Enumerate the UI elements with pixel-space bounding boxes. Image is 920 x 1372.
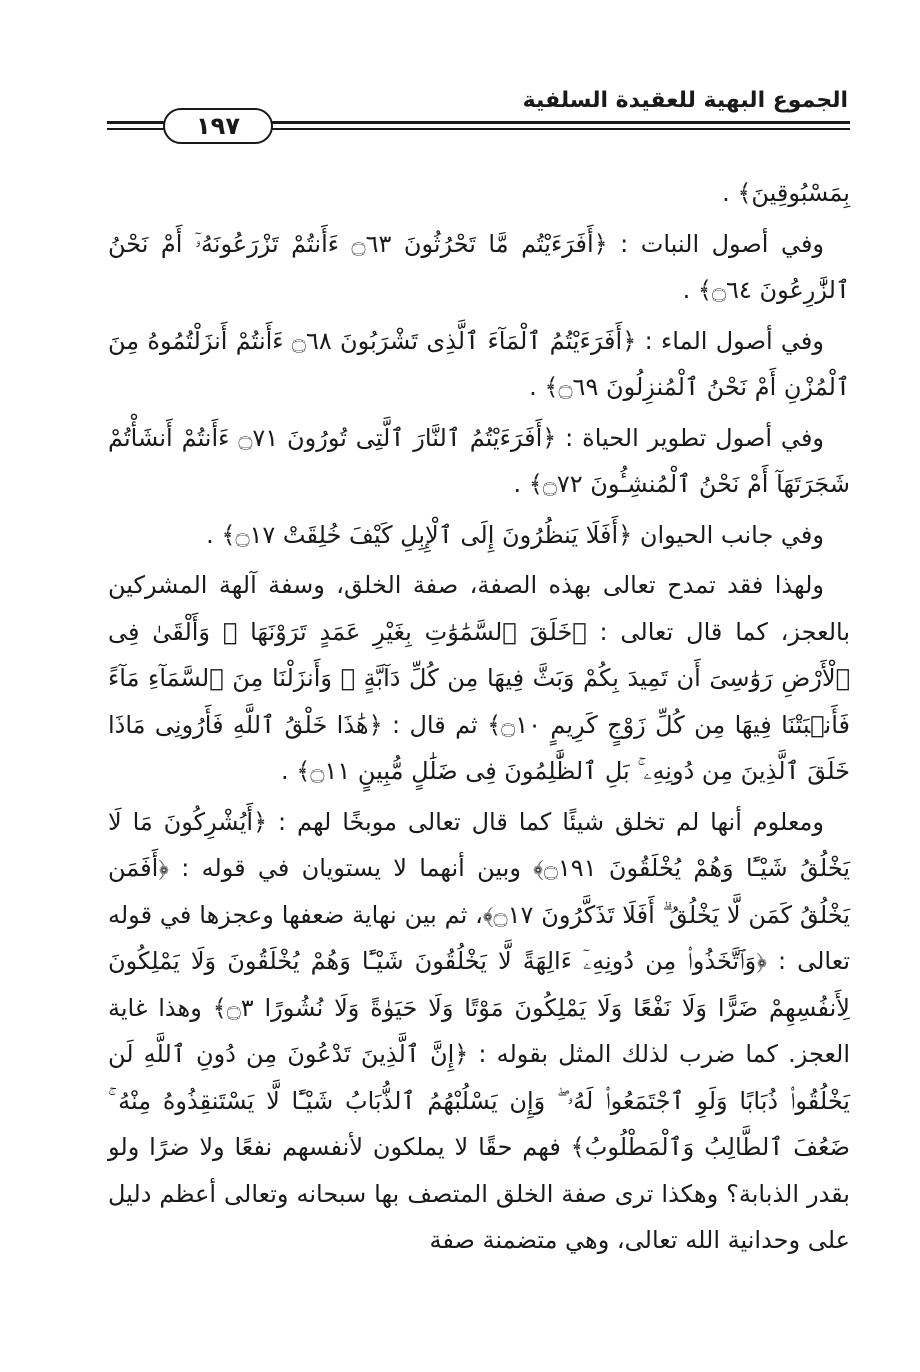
paragraph: وفي أصول النبات : ﴿أَفَرَءَيْتُم مَّا تَحْرُثُونَ ۝٦٣ ءَأَنتُمْ تَزْرَعُونَهُۥٓ أَمْ نَحْنُ ٱلزَّٰرِعُونَ ۝٦٤﴾ .: [108, 229, 850, 304]
body-text: [108, 170, 850, 1268]
paragraph: ومعلوم أنها لم تخلق شيئًا كما قال تعالى موبخًا لهم : ﴿أَيُشْرِكُونَ مَا لَا يَخْلُقُ شَيْـًٔا وَهُمْ يُخْلَقُونَ ۝١٩١﴾ وبين أنهما لا يستويان في قوله : ﴿أَفَمَن يَخْلُقُ كَمَن لَّا يَخْلُقُ ۗ أَفَلَا تَذَكَّرُونَ ۝١٧﴾، ثم بين نهاية ضعفها وعجزها في قوله تعالى : ﴿وَٱتَّخَذُوا۟ مِن دُونِهِۦٓ ءَالِهَةً لَّا يَخْلُقُونَ شَيْـًٔا وَهُمْ يُخْلَقُونَ وَلَا يَمْلِكُونَ لِأَنفُسِهِمْ ضَرًّا وَلَا نَفْعًا وَلَا يَمْلِكُونَ مَوْتًا وَلَا حَيَوٰةً وَلَا نُشُورًا ۝٣﴾ وهذا غاية العجز. كما ضرب لذلك المثل بقوله : ﴿إِنَّ ٱلَّذِينَ تَدْعُونَ مِن دُونِ ٱللَّهِ لَن يَخْلُقُوا۟ ذُبَابًا وَلَوِ ٱجْتَمَعُوا۟ لَهُۥ ۖ وَإِن يَسْلُبْهُمُ ٱلذُّبَابُ شَيْـًٔا لَّا يَسْتَنقِذُوهُ مِنْهُ ۚ ضَعُفَ ٱلطَّالِبُ وَٱلْمَطْلُوبُ﴾ فهم حقًا لا يملكون لأنفسهم نفعًا ولا ضرًا ولو بقدر الذبابة؟ وهكذا ترى صفة الخلق المتصف بها سبحانه وتعالى أعظم دليل على وحدانية الله تعالى، وهي متضمنة صفة: [108, 807, 851, 1254]
paragraph: ولهذا فقد تمدح تعالى بهذه الصفة، صفة الخلق، وسفة آلهة المشركين بالعجز، كما قال تعالى : ﴿خَلَقَ ٱلسَّمَٰوَٰتِ بِغَيْرِ عَمَدٍ تَرَوْنَهَا ۖ وَأَلْقَىٰ فِى ٱلْأَرْضِ رَوَٰسِىَ أَن تَمِيدَ بِكُمْ وَبَثَّ فِيهَا مِن كُلِّ دَآبَّةٍ ۚ وَأَنزَلْنَا مِنَ ٱلسَّمَآءِ مَآءً فَأَنۢبَتْنَا فِيهَا مِن كُلِّ زَوْجٍ كَرِيمٍ ۝١٠﴾ ثم قال : ﴿هَٰذَا خَلْقُ ٱللَّهِ فَأَرُونِى مَاذَا خَلَقَ ٱلَّذِينَ مِن دُونِهِۦ ۚ بَلِ ٱلظَّٰلِمُونَ فِى ضَلَٰلٍ مُّبِينٍ ۝١١﴾ .: [108, 571, 850, 785]
paragraph: بِمَسْبُوقِينَ﴾ .: [722, 179, 850, 207]
page-number: ١٩٧: [163, 108, 273, 144]
paragraph: وفي جانب الحيوان ﴿أَفَلَا يَنظُرُونَ إِلَى ٱلْإِبِلِ كَيْفَ خُلِقَتْ ۝١٧﴾ .: [206, 520, 824, 549]
paragraph: وفي أصول الماء : ﴿أَفَرَءَيْتُمُ ٱلْمَآءَ ٱلَّذِى تَشْرَبُونَ ۝٦٨ ءَأَنتُمْ أَنزَلْتُمُوهُ مِنَ ٱلْمُزْنِ أَمْ نَحْنُ ٱلْمُنزِلُونَ ۝٦٩﴾ .: [108, 326, 850, 401]
paragraph: وفي أصول تطوير الحياة : ﴿أَفَرَءَيْتُمُ ٱلنَّارَ ٱلَّتِى تُورُونَ ۝٧١ ءَأَنتُمْ أَنشَأْتُمْ شَجَرَتَهَآ أَمْ نَحْنُ ٱلْمُنشِـُٔونَ ۝٧٢﴾ .: [108, 423, 850, 498]
running-title: الجموع البهية للعقيدة السلفية: [522, 88, 848, 113]
page-header: [105, 80, 850, 140]
